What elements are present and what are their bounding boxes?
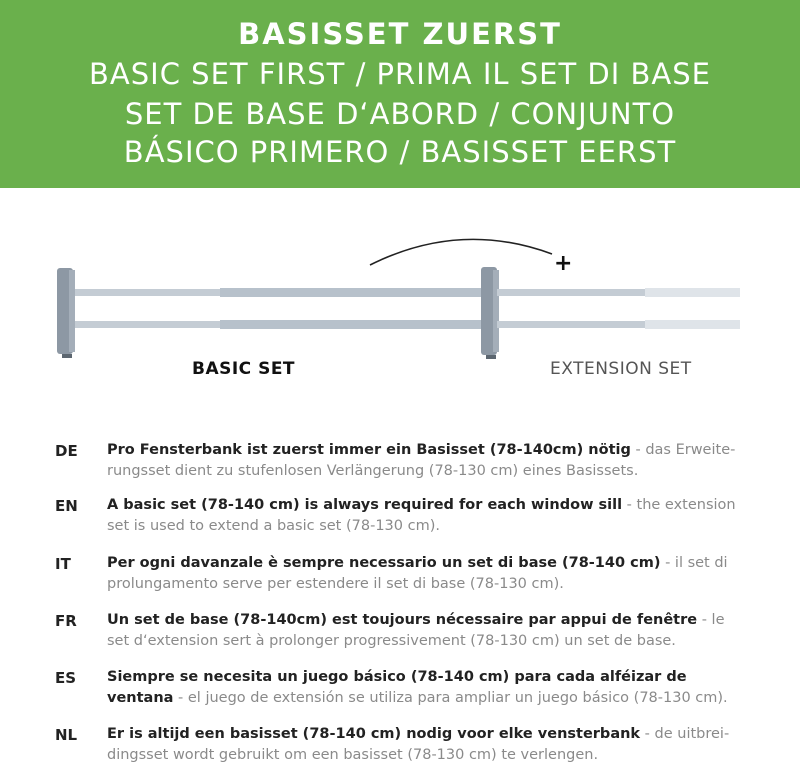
entry-text [107, 495, 747, 537]
header-title: BASISSET ZUERST [238, 17, 562, 51]
language-code: NL [55, 726, 78, 744]
header-banner [0, 0, 800, 188]
entry-rest: - el juego de extensión se utiliza para ampliar un juego básico (78-130 cm). [173, 690, 728, 706]
language-code: FR [55, 612, 77, 630]
entry-rest: - il set di prolungamento serve per estendere il set di base (78-130 cm). [107, 555, 728, 592]
entry-rest: - the extension set is used to extend a basic set (78-130 cm). [107, 497, 736, 534]
basic-set-label: BASIC SET [192, 359, 296, 379]
connection-arc [370, 239, 552, 265]
extension-connector [481, 267, 499, 359]
entry-text [107, 440, 747, 482]
entry-text [107, 553, 747, 595]
language-code: IT [55, 555, 71, 573]
header-line-3: BÁSICO PRIMERO / BASISSET EERST [123, 135, 677, 169]
plus-icon: + [554, 251, 573, 276]
entry-bold: Un set de base (78-140cm) est toujours nécessaire par appui de fenêtre [107, 612, 698, 628]
basic-set-endcap [57, 268, 75, 358]
entry-bold: Siempre se necesita un juego básico (78-140 cm) para cada alféizar de ventana [107, 669, 687, 706]
header-line-1: BASIC SET FIRST / PRIMA IL SET DI BASE [89, 57, 711, 91]
language-code: DE [55, 442, 78, 460]
entry-rest: - de uitbrei-dingsset wordt gebruikt om een basisset (78-130 cm) te verlengen. [107, 726, 730, 763]
entry-bold: A basic set (78-140 cm) is always required for each window sill [107, 497, 623, 513]
entry-text [107, 610, 747, 652]
language-code: EN [55, 497, 78, 515]
language-code: ES [55, 669, 77, 687]
entry-bold: Per ogni davanzale è sempre necessario un set di base (78-140 cm) [107, 555, 661, 571]
basic-set-rails [72, 288, 485, 329]
entry-bold: Pro Fensterbank ist zuerst immer ein Basisset (78-140cm) nötig [107, 442, 631, 458]
entry-bold: Er is altijd een basisset (78-140 cm) nodig voor elke vensterbank [107, 726, 641, 742]
entry-text [107, 667, 747, 709]
extension-set-label: EXTENSION SET [550, 359, 692, 379]
entry-text [107, 724, 747, 766]
header-line-2: SET DE BASE D‘ABORD / CONJUNTO [124, 97, 676, 131]
extension-set-rails [497, 288, 740, 329]
entry-rest: - le set d‘extension sert à prolonger progressivement (78-130 cm) un set de base. [107, 612, 725, 649]
entry-rest: - das Erweite-rungsset dient zu stufenlosen Verlängerung (78-130 cm) eines Basissets. [107, 442, 736, 479]
